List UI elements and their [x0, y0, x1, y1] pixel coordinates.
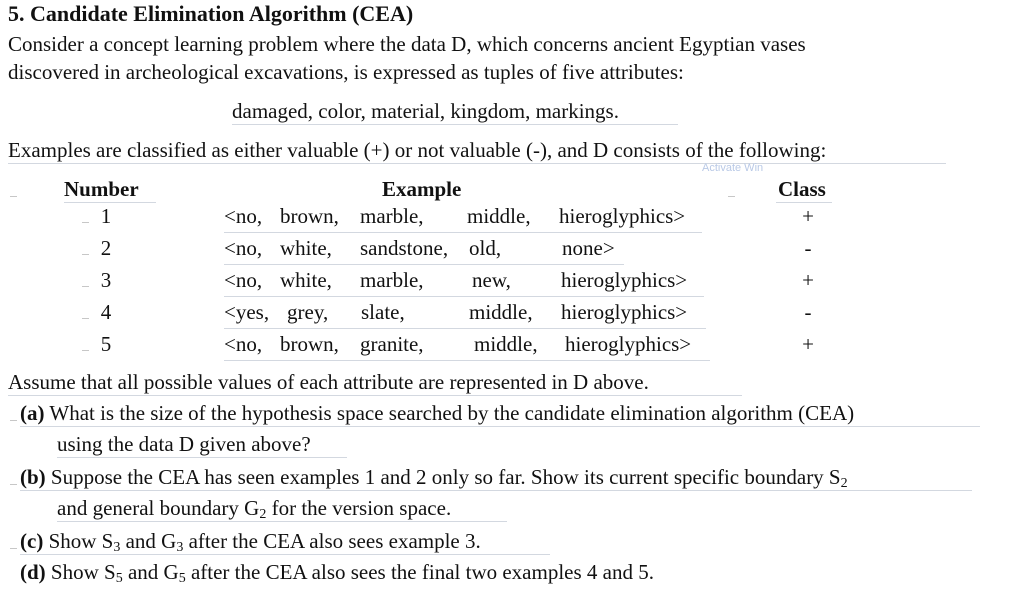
- row-5-color: brown,: [280, 332, 339, 356]
- row-3-color: white,: [280, 268, 332, 292]
- question-b-line-2: [57, 496, 451, 521]
- header-example: Example: [382, 177, 462, 201]
- question-b-label: (b): [20, 465, 46, 489]
- classification-line: Examples are classified as either valuable (+) or not valuable (-), and D consists of the following:: [8, 138, 827, 162]
- question-d-sub-1: 5: [115, 571, 123, 586]
- question-c-text-2: and G: [120, 529, 177, 553]
- row-5-damaged: <no,: [224, 332, 263, 356]
- row-1-damaged: <no,: [224, 204, 263, 228]
- row-4-color: grey,: [287, 300, 329, 324]
- question-c-sub-2: 3: [176, 540, 184, 555]
- question-b-text-3: for the version space.: [266, 496, 452, 520]
- question-a-label: (a): [20, 401, 45, 425]
- question-d-text-1: Show S: [50, 560, 116, 584]
- row-2-color: white,: [280, 236, 332, 260]
- row-2-number: 2: [100, 236, 112, 260]
- row-5-material: granite,: [360, 332, 424, 356]
- row-5-markings: hieroglyphics>: [565, 332, 692, 356]
- question-d: [20, 560, 654, 585]
- row-4-number: 4: [100, 300, 112, 324]
- row-2-class: -: [804, 236, 812, 260]
- header-number: Number: [64, 177, 139, 201]
- question-d-text-2: and G: [122, 560, 179, 584]
- question-d-label: (d): [20, 560, 46, 584]
- question-d-text-3: after the CEA also sees the final two examples 4 and 5.: [185, 560, 654, 584]
- question-b-text-1: Suppose the CEA has seen examples 1 and 2 only so far. Show its current specific boundary S: [50, 465, 841, 489]
- row-3-kingdom: new,: [472, 268, 511, 292]
- attributes-line: damaged, color, material, kingdom, markings.: [232, 99, 619, 123]
- row-2-kingdom: old,: [469, 236, 502, 260]
- row-4-class: -: [804, 300, 812, 324]
- question-c: [20, 529, 481, 554]
- intro-line-1: Consider a concept learning problem where the data D, which concerns ancient Egyptian vases: [8, 32, 806, 56]
- row-2-markings: none>: [562, 236, 615, 260]
- question-a-text-2: using the data D given above?: [57, 432, 311, 456]
- row-2-damaged: <no,: [224, 236, 263, 260]
- watermark-text: Activate Win: [702, 162, 764, 174]
- question-b-text-2: and general boundary G: [57, 496, 260, 520]
- row-4-kingdom: middle,: [469, 300, 533, 324]
- row-1-markings: hieroglyphics>: [559, 204, 686, 228]
- row-1-class: +: [802, 204, 814, 228]
- row-5-class: +: [802, 332, 814, 356]
- question-c-text-1: Show S: [48, 529, 114, 553]
- row-5-number: 5: [100, 332, 112, 356]
- row-1-number: 1: [100, 204, 112, 228]
- row-3-class: +: [802, 268, 814, 292]
- row-1-material: marble,: [360, 204, 424, 228]
- row-1-kingdom: middle,: [467, 204, 531, 228]
- row-4-markings: hieroglyphics>: [561, 300, 688, 324]
- question-c-sub-1: 3: [113, 540, 121, 555]
- row-4-material: slate,: [361, 300, 405, 324]
- row-3-damaged: <no,: [224, 268, 263, 292]
- question-b-sub-1: 2: [840, 476, 848, 491]
- question-a-text-1: What is the size of the hypothesis space searched by the candidate elimination algorithm (CEA): [49, 401, 855, 425]
- question-b-sub-2: 2: [259, 507, 267, 522]
- question-a: [20, 401, 854, 426]
- section-title: 5. Candidate Elimination Algorithm (CEA): [8, 1, 414, 26]
- question-c-label: (c): [20, 529, 44, 553]
- row-2-material: sandstone,: [360, 236, 449, 260]
- row-3-number: 3: [100, 268, 112, 292]
- question-d-sub-2: 5: [178, 571, 186, 586]
- row-3-markings: hieroglyphics>: [561, 268, 688, 292]
- row-5-kingdom: middle,: [474, 332, 538, 356]
- intro-line-2: discovered in archeological excavations, is expressed as tuples of five attributes:: [8, 60, 684, 84]
- question-c-text-3: after the CEA also sees example 3.: [183, 529, 481, 553]
- assume-line: Assume that all possible values of each attribute are represented in D above.: [8, 370, 649, 394]
- question-b: [20, 465, 848, 490]
- header-class: Class: [778, 177, 826, 201]
- row-4-damaged: <yes,: [224, 300, 270, 324]
- row-3-material: marble,: [360, 268, 424, 292]
- row-1-color: brown,: [280, 204, 339, 228]
